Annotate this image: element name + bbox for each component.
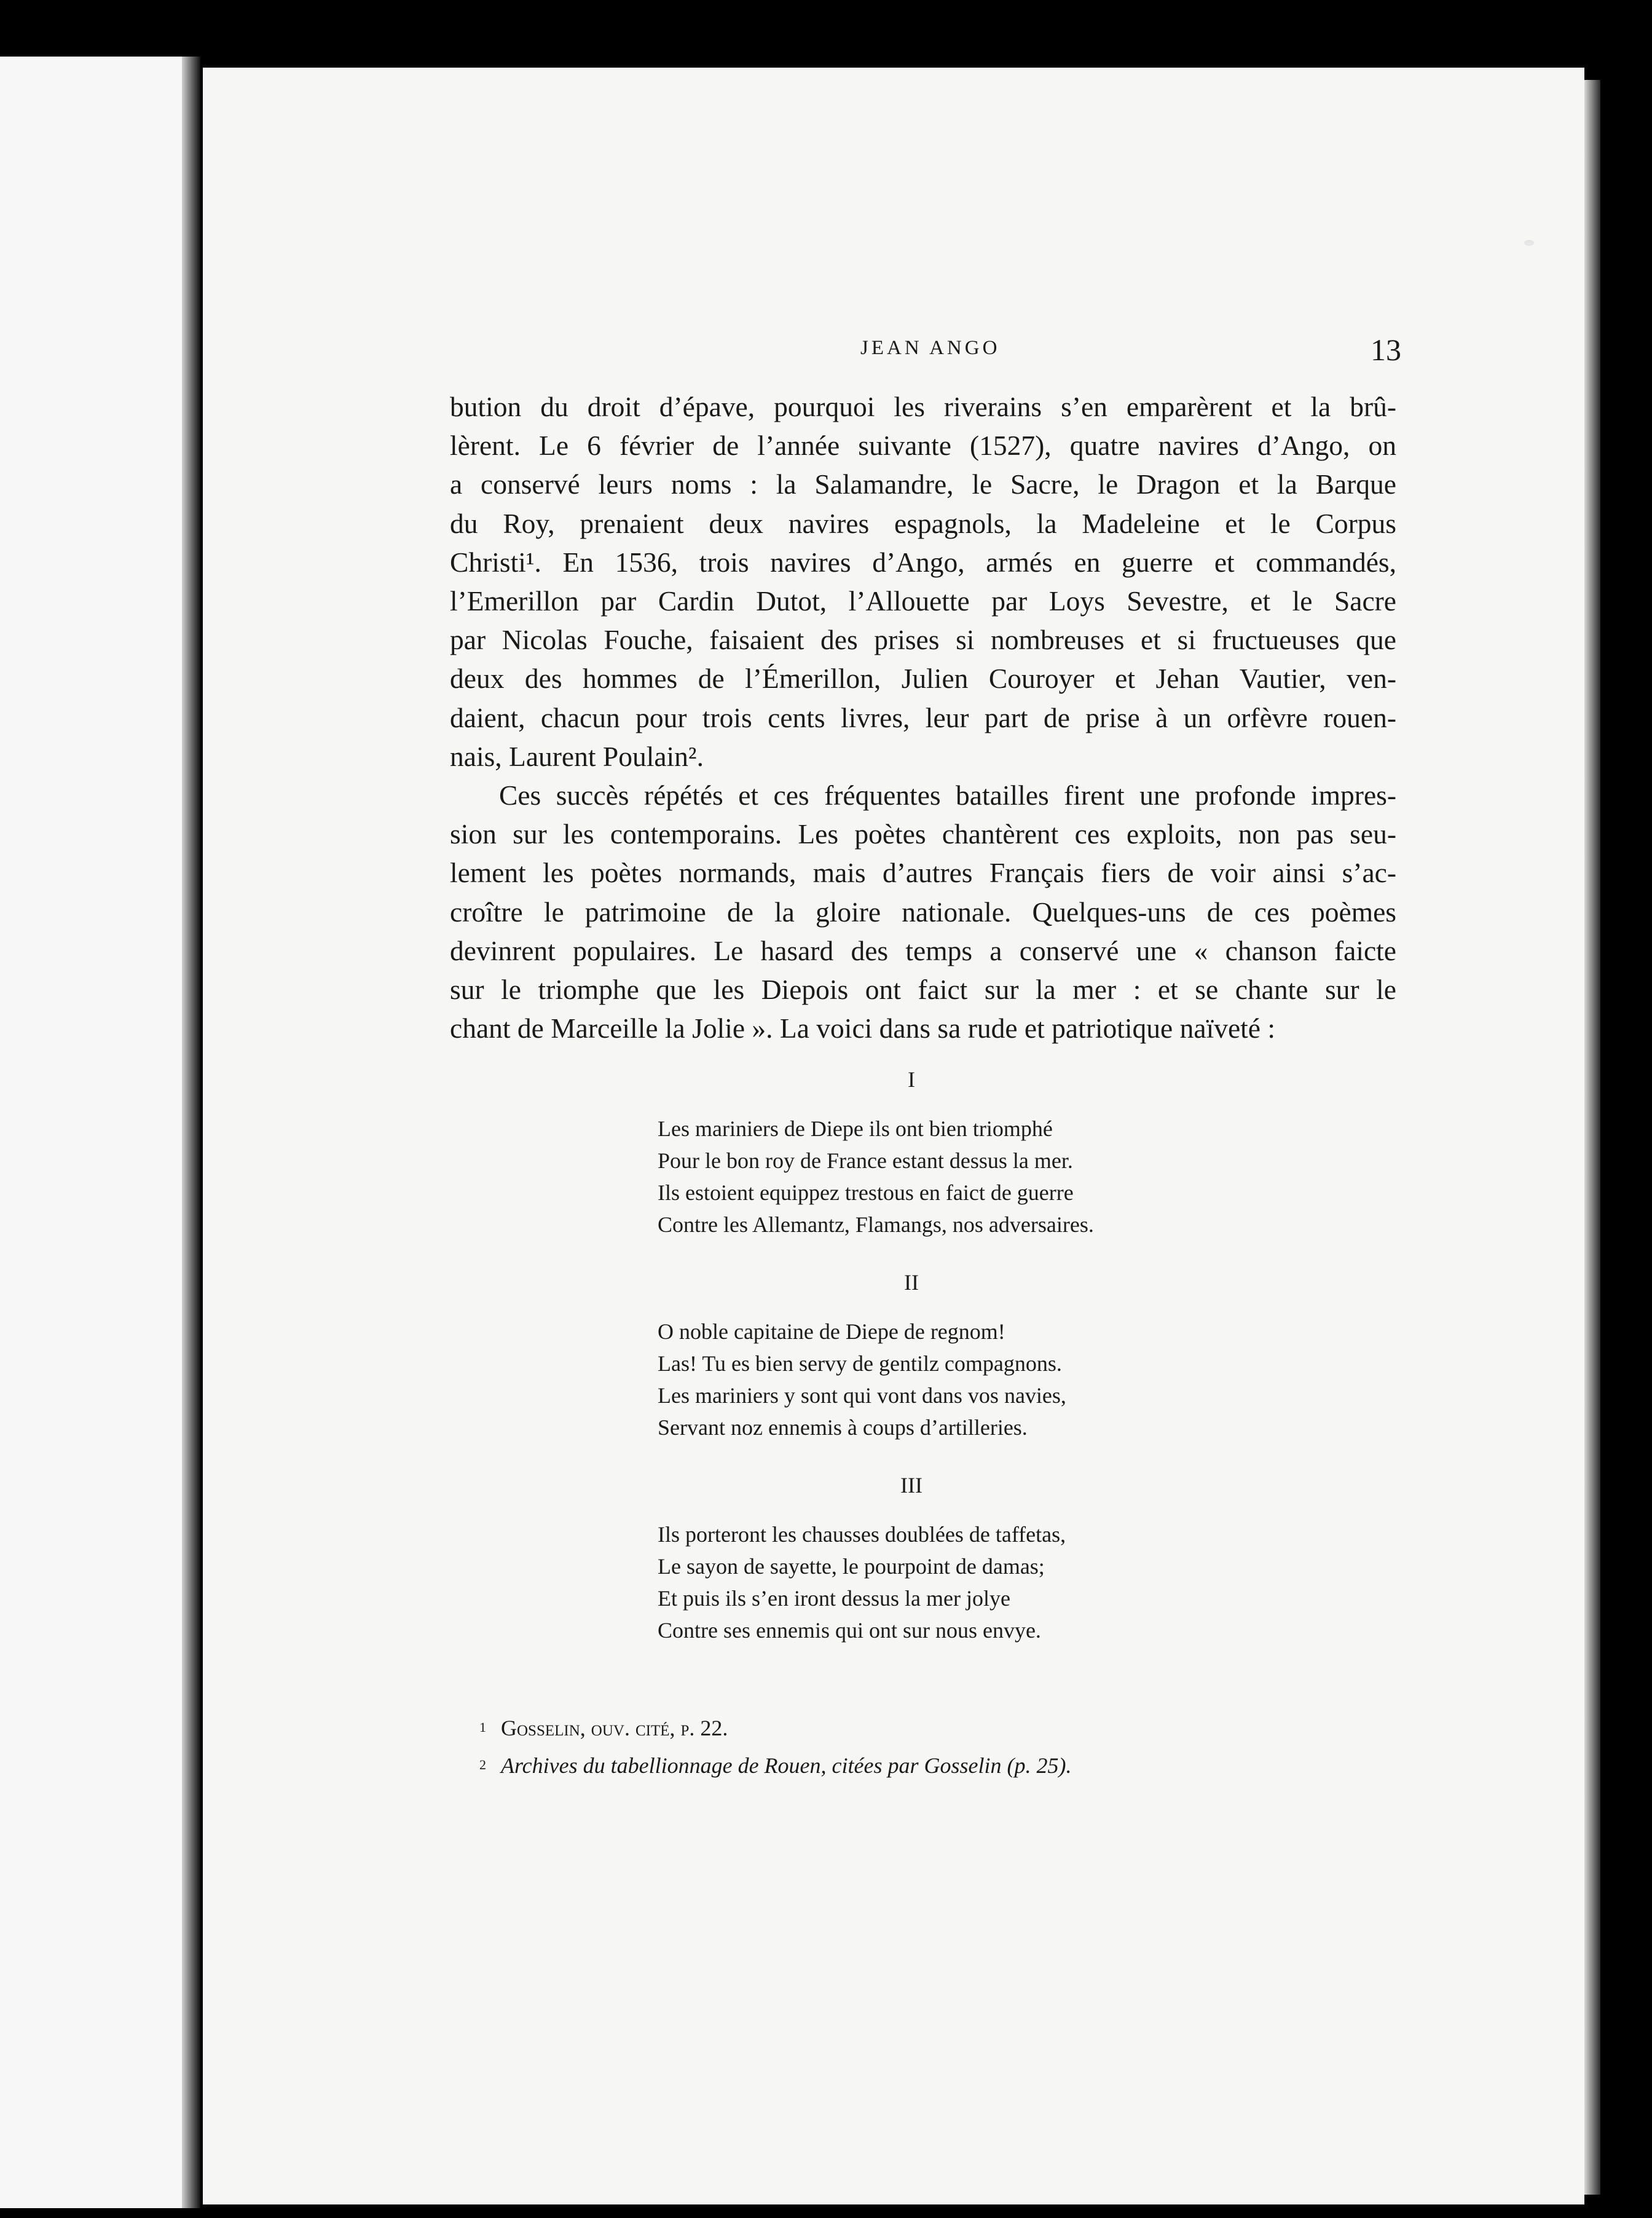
text-line: lèrent. Le 6 février de l’année suivante (1527), quatre navires d’Ango, on	[450, 430, 1396, 462]
footnotes	[479, 1709, 1401, 1784]
footnote-mark: 1	[479, 1719, 486, 1735]
stanza	[658, 1518, 1211, 1646]
verse-line: Contre ses ennemis qui ont sur nous envye.	[658, 1618, 1041, 1643]
verse-line: Las! Tu es bien servy de gentilz compagnons.	[658, 1351, 1062, 1376]
paper-speck	[1524, 240, 1534, 246]
page-edge	[1584, 80, 1600, 2195]
verse-line: O noble capitaine de Diepe de regnom!	[658, 1319, 1005, 1344]
verse-line: Le sayon de sayette, le pourpoint de damas;	[658, 1554, 1045, 1579]
paragraph-1	[450, 387, 1396, 776]
text-line: lement les poètes normands, mais d’autres Français fiers de voir ainsi s’ac-	[450, 857, 1396, 889]
text-line: l’Emerillon par Cardin Dutot, l’Allouette par Loys Sevestre, et le Sacre	[450, 585, 1396, 617]
paragraph-2	[450, 776, 1396, 1048]
stanza-number: I	[908, 1067, 915, 1092]
text-line: Christi¹. En 1536, trois navires d’Ango, armés en guerre et commandés,	[450, 546, 1396, 578]
text-line: par Nicolas Fouche, faisaient des prises si nombreuses et si fructueuses que	[450, 624, 1396, 656]
text-line: chant de Marceille la Jolie ». La voici dans sa rude et patriotique naïveté :	[450, 1012, 1276, 1044]
body-text	[450, 387, 1396, 1048]
footnote-1	[479, 1709, 1401, 1746]
text-line: croître le patrimoine de la gloire nationale. Quelques-uns de ces poèmes	[450, 896, 1396, 928]
page-number: 13	[1371, 333, 1401, 367]
stanza-number: III	[900, 1473, 922, 1498]
verse-line: Pour le bon roy de France estant dessus la mer.	[658, 1148, 1073, 1173]
text-line: bution du droit d’épave, pourquoi les riverains s’en emparèrent et la brû-	[450, 391, 1396, 422]
verse-line: Ils porteront les chausses doublées de taffetas,	[658, 1522, 1066, 1547]
stanza-number: II	[904, 1270, 919, 1295]
footnote-text: Archives du tabellionnage de Rouen, citées par Gosselin (p. 25).	[501, 1753, 1072, 1778]
verse-line: Les mariniers y sont qui vont dans vos navies,	[658, 1383, 1066, 1408]
text-line: devinrent populaires. Le hasard des temps a conservé une « chanson faicte	[450, 934, 1396, 966]
footnote-text: Gosselin, ouv. cité, p. 22.	[501, 1716, 728, 1740]
running-title: JEAN ANGO	[860, 337, 1001, 359]
text-line: a conservé leurs noms : la Salamandre, le Sacre, le Dragon et la Barque	[450, 468, 1396, 500]
text-line: sion sur les contemporains. Les poètes chantèrent ces exploits, non pas seu-	[450, 818, 1396, 850]
footnote-mark: 2	[479, 1757, 486, 1772]
facing-page	[0, 57, 186, 2208]
verse-line: Servant noz ennemis à coups d’artilleries.	[658, 1415, 1028, 1440]
verse-line: Ils estoient equippez trestous en faict de guerre	[658, 1180, 1074, 1205]
text-line: Ces succès répétés et ces fréquentes batailles firent une profonde impres-	[499, 779, 1396, 811]
verse-line: Les mariniers de Diepe ils ont bien triomphé	[658, 1116, 1053, 1141]
verse-line: Contre les Allemantz, Flamangs, nos adversaires.	[658, 1212, 1094, 1237]
stanza	[658, 1316, 1211, 1443]
verse-line: Et puis ils s’en iront dessus la mer jolye	[658, 1586, 1010, 1611]
text-line: deux des hommes de l’Émerillon, Julien Couroyer et Jehan Vautier, ven-	[450, 663, 1396, 695]
text-line: sur le triomphe que les Diepois ont faict sur la mer : et se chante sur le	[450, 974, 1396, 1006]
text-line: daient, chacun pour trois cents livres, leur part de prise à un orfèvre rouen-	[450, 701, 1396, 733]
text-line: nais, Laurent Poulain².	[450, 740, 704, 772]
footnote-2	[479, 1746, 1401, 1784]
stanza	[658, 1113, 1211, 1241]
text-line: du Roy, prenaient deux navires espagnols, la Madeleine et le Corpus	[450, 507, 1396, 539]
running-header	[246, 332, 1401, 369]
page-gutter	[182, 57, 200, 2208]
